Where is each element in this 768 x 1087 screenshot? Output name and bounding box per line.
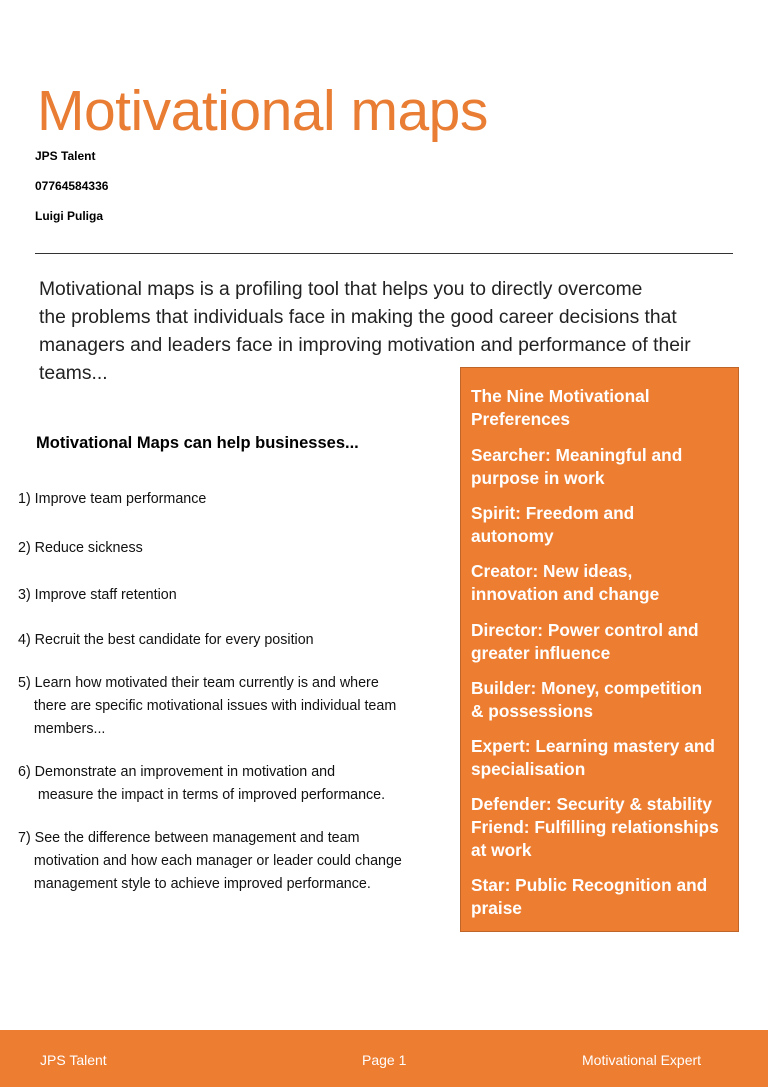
list-item	[18, 584, 177, 607]
preference-line: Defender: Security & stability	[471, 794, 713, 814]
list-item	[18, 761, 385, 807]
preference-line: autonomy	[471, 526, 554, 546]
preference-line: Builder: Money, competition	[471, 678, 703, 698]
preference-item	[471, 677, 702, 723]
preference-item	[471, 793, 719, 862]
preference-line: Searcher: Meaningful and	[471, 445, 683, 465]
preference-line: Preferences	[471, 409, 570, 429]
list-item-line: 6) Demonstrate an improvement in motivation and	[18, 764, 336, 780]
list-item-line: management style to achieve improved performance.	[18, 876, 371, 892]
preference-line: Star: Public Recognition and	[471, 875, 708, 895]
author-name: Luigi Puliga	[35, 209, 103, 223]
intro-line: Motivational maps is a profiling tool that helps you to directly overcome	[39, 279, 643, 300]
preference-line: purpose in work	[471, 468, 605, 488]
preference-item	[471, 560, 659, 606]
preference-item	[471, 619, 699, 665]
preference-line: innovation and change	[471, 584, 660, 604]
list-item-line: 5) Learn how motivated their team currently is and where	[18, 675, 379, 691]
page-title: Motivational maps	[37, 79, 488, 143]
list-item-line: motivation and how each manager or leader could change	[18, 853, 402, 869]
list-item	[18, 537, 143, 560]
benefits-heading: Motivational Maps can help businesses...	[36, 434, 359, 452]
divider	[35, 253, 733, 254]
phone-number: 07764584336	[35, 179, 109, 193]
preference-line: specialisation	[471, 759, 586, 779]
list-item-line: measure the impact in terms of improved performance.	[18, 787, 386, 803]
preference-line: Friend: Fulfilling relationships	[471, 817, 719, 837]
intro-line: teams...	[39, 363, 108, 384]
preferences-heading	[471, 385, 650, 431]
preference-line: Creator: New ideas,	[471, 561, 633, 581]
list-item	[18, 488, 206, 511]
list-item-line: 7) See the difference between management and team	[18, 830, 360, 846]
preference-line: at work	[471, 840, 532, 860]
list-item-line: 4) Recruit the best candidate for every position	[18, 632, 314, 648]
list-item-line: 3) Improve staff retention	[18, 587, 177, 603]
preference-item	[471, 502, 634, 548]
list-item-line: there are specific motivational issues with individual team	[18, 698, 397, 714]
preference-item	[471, 444, 682, 490]
preference-item	[471, 874, 707, 920]
preference-line: & possessions	[471, 701, 593, 721]
list-item-line: 1) Improve team performance	[18, 491, 207, 507]
preference-line: praise	[471, 898, 522, 918]
preference-line: The Nine Motivational	[471, 386, 650, 406]
company-name: JPS Talent	[35, 149, 96, 163]
list-item	[18, 827, 402, 896]
list-item-line: 2) Reduce sickness	[18, 540, 143, 556]
footer-title: Motivational Expert	[582, 1052, 702, 1068]
list-item-line: members...	[18, 721, 106, 737]
list-item	[18, 672, 396, 741]
preference-line: greater influence	[471, 643, 611, 663]
footer-company: JPS Talent	[40, 1052, 107, 1068]
preference-line: Expert: Learning mastery and	[471, 736, 715, 756]
preference-item	[471, 735, 715, 781]
footer-page-number: Page 1	[362, 1052, 407, 1068]
intro-line: managers and leaders face in improving motivation and performance of their	[39, 335, 691, 356]
list-item	[18, 629, 314, 652]
preference-line: Director: Power control and	[471, 620, 699, 640]
preference-line: Spirit: Freedom and	[471, 503, 635, 523]
intro-line: the problems that individuals face in making the good career decisions that	[39, 307, 677, 328]
